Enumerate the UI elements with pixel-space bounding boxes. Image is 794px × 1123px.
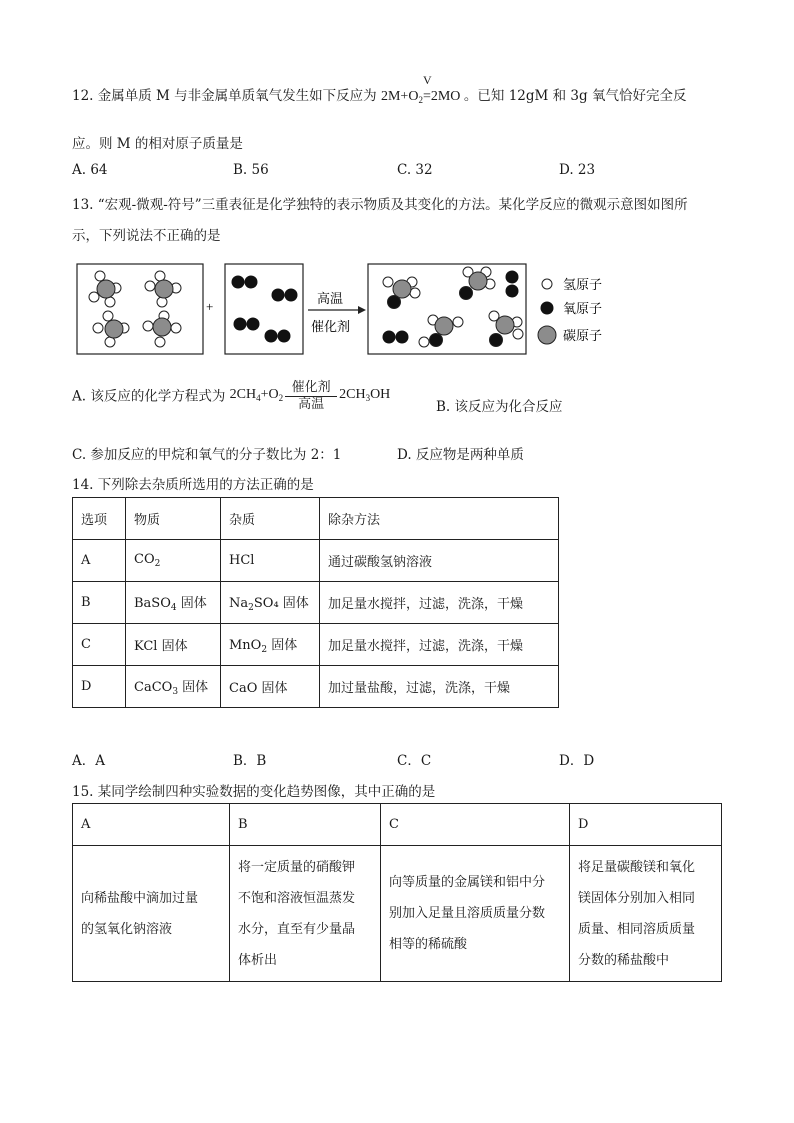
q14-option-d: D．D xyxy=(559,753,595,769)
q13-option-c: C. 参加反应的甲烷和氧气的分子数比为 2：1 xyxy=(72,447,342,463)
legend-hydrogen-label: 氢原子 xyxy=(563,278,603,293)
oxygen-molecule xyxy=(383,331,409,344)
header-cell: B xyxy=(230,804,381,846)
legend-oxygen-icon xyxy=(541,302,554,315)
methane-molecule xyxy=(145,271,181,307)
q14-option-c: C．C xyxy=(397,753,432,769)
q13-option-b: B. 该反应为化合反应 xyxy=(436,399,563,415)
table-row: C KCl 固体 MnO$_2$ 固体 加足量水搅拌，过滤，洗涤，干燥 xyxy=(73,624,559,666)
table-row xyxy=(73,846,722,982)
q14-option-a: A．A xyxy=(72,753,105,769)
methanol-molecule xyxy=(489,311,523,347)
q13-line1: 13. “宏观-微观-符号”三重表征是化学独特的表示物质及其变化的方法。某化学反应的微观示意图如图所 xyxy=(72,197,688,213)
legend-oxygen-label: 氧原子 xyxy=(563,302,603,317)
q12-option-a: A. 64 xyxy=(72,162,108,178)
q12-text-c: 应。则 M 的相对原子质量是 xyxy=(72,136,243,152)
q13-option-d: D. 反应物是两种单质 xyxy=(397,447,524,463)
option-b-cell: 将一定质量的硝酸钾 不饱和溶液恒温蒸发 水分，直至有少量晶 体析出 xyxy=(230,846,381,982)
reaction-conditions: $\frac{\text{催化剂}}{\text{高温}}$ xyxy=(285,380,337,413)
legend-carbon-icon xyxy=(538,326,556,344)
table-header-row xyxy=(73,804,722,846)
reaction-diagram xyxy=(72,262,652,362)
table-row: A $CO_2$ HCl 通过碳酸氢钠溶液 xyxy=(73,540,559,582)
q12-option-c: C. 32 xyxy=(397,162,433,178)
header-cell: 物质 xyxy=(126,498,221,540)
plus-sign: + xyxy=(206,299,214,314)
q15-title: 15. 某同学绘制四种实验数据的变化趋势图像，其中正确的是 xyxy=(72,784,436,800)
option-a-cell: 向稀盐酸中滴加过量 的氢氧化钠溶液 xyxy=(73,846,230,982)
table-header-row xyxy=(73,498,559,540)
header-cell: D xyxy=(570,804,722,846)
q12-text-b: 。已知 12gM 和 3g 氧气恰好完全反 xyxy=(463,88,687,104)
legend-hydrogen-icon xyxy=(542,279,552,289)
q14-title: 14. 下列除去杂质所选用的方法正确的是 xyxy=(72,477,314,493)
option-d-cell: 将足量碳酸镁和氧化 镁固体分别加入相同 质量、相同溶质质量 分数的稀盐酸中 xyxy=(570,846,722,982)
methanol-molecule xyxy=(419,315,463,347)
q12-over-sign: V xyxy=(422,73,432,87)
methane-molecule xyxy=(89,271,121,307)
methane-molecule xyxy=(143,311,181,347)
q14-option-b: B．B xyxy=(233,753,267,769)
arrow-top-label: 高温 xyxy=(317,292,344,307)
q12-text-a: 12. 金属单质 M 与非金属单质氧气发生如下反应为 xyxy=(72,88,377,104)
q12-option-b: B. 56 xyxy=(233,162,269,178)
option-c-cell: 向等质量的金属镁和铝中分 别加入足量且溶质质量分数 相等的稀硫酸 xyxy=(381,846,570,982)
header-cell: 杂质 xyxy=(221,498,320,540)
header-cell: C xyxy=(381,804,570,846)
methane-molecule xyxy=(93,311,129,347)
header-cell: 选项 xyxy=(73,498,126,540)
q12-option-d: D. 23 xyxy=(559,162,596,178)
q12-line1 xyxy=(72,73,687,105)
q13-line2: 示，下列说法不正确的是 xyxy=(72,228,221,244)
oxygen-molecule xyxy=(506,271,519,298)
q13-option-a: A. 该反应的化学方程式为 $2CH_4+O_2$ $\frac{\text{催化剂}}{\text{高温}}$ $2CH_3OH$ xyxy=(72,380,391,412)
legend-carbon-label: 碳原子 xyxy=(563,329,603,344)
q12-equation: $2M+O_2$ V =2MO xyxy=(380,73,461,105)
methanol-molecule xyxy=(383,277,420,309)
arrow-bottom-label: 催化剂 xyxy=(311,320,351,335)
q14-table xyxy=(72,497,559,708)
table-row: B BaSO$_4$ 固体 $Na_2SO_4$ 固体 加足量水搅拌，过滤，洗涤，干燥 xyxy=(73,582,559,624)
header-cell: 除杂方法 xyxy=(320,498,559,540)
methanol-molecule xyxy=(460,267,496,300)
q15-table xyxy=(72,803,722,982)
table-row: D CaCO$_3$ 固体 CaO 固体 加过量盐酸，过滤，洗涤，干燥 xyxy=(73,666,559,708)
oxygen-molecule xyxy=(232,276,298,343)
header-cell: A xyxy=(73,804,230,846)
